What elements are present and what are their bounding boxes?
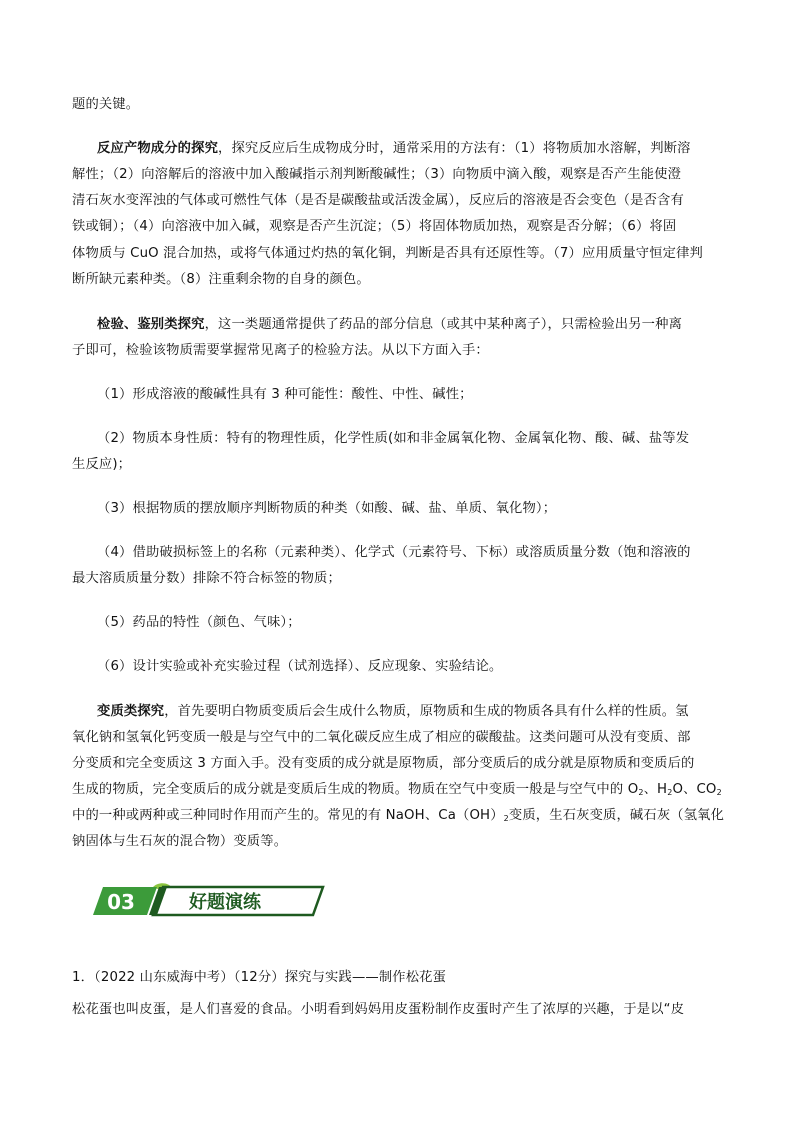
paragraph-line: 钠固体与生石灰的混合物）变质等。 [72,834,288,849]
paragraph-line: 断所缺元素种类。（8）注重剩余物的自身的颜色。 [72,272,370,287]
section-banner [93,883,325,919]
question-title: 1．（2022 山东威海中考）（12分）探究与实践——制作松花蛋 [72,970,447,985]
banner-number: 03 [107,890,135,914]
paragraph-line: 氧化钠和氢氧化钙变质一般是与空气中的二氧化碳反应生成了相应的碳酸盐。这类问题可从没有变质、部 [72,730,691,745]
paragraph-line: 解性；（2）向溶解后的溶液中加入酸碱指示剂判断酸碱性；（3）向物质中滴入酸，观察是否产生能使澄 [72,167,682,182]
banner-graphic [93,883,325,919]
paragraph-line: 生成的物质，完全变质后的成分就是变质后生成的物质。物质在空气中变质一般是与空气中的 $O_2$、$H_2O$、$CO_2$ [72,782,722,797]
paragraph-line: 体物质与 CuO 混合加热，或将气体通过灼热的氧化铜，判断是否具有还原性等。（7）应用质量守恒定律判 [72,246,704,261]
list-item: 最大溶质质量分数）排除不符合标签的物质； [72,571,341,586]
list-item: （4）借助破损标签上的名称（元素种类）、化学式（元素符号、下标）或溶质质量分数（饱和溶液的 [97,545,691,560]
list-item: （6）设计实验或补充实验过程（试剂选择）、反应现象、实验结论。 [97,659,503,674]
list-item: （3）根据物质的摆放顺序判断物质的种类（如酸、碱、盐、单质、氧化物）； [97,501,557,516]
banner-title: 好题演练 [189,892,261,913]
paragraph-line: 变质类探究，首先要明白物质变质后会生成什么物质，原物质和生成的物质各具有什么样的性质。氢 [97,704,689,719]
paragraph-line: 检验、鉴别类探究，这一类题通常提供了药品的部分信息（或其中某种离子），只需检验出另一种离 [97,317,683,332]
paragraph-line: 分变质和完全变质这 3 方面入手。没有变质的成分就是原物质，部分变质后的成分就是原物质和变质后的 [72,756,695,771]
paragraph-line: 铁或铜）；（4）向溶液中加入碱，观察是否产生沉淀；（5）将固体物质加热，观察是否分解；（6）将固 [72,219,677,234]
paragraph-line: 中的一种或两种或三种同时作用而产生的。常见的有 NaOH、$Ca(OH)_2$变质，生石灰变质，碱石灰（氢氧化 [72,808,725,823]
question-text: 松花蛋也叫皮蛋，是人们喜爱的食品。小明看到妈妈用皮蛋粉制作皮蛋时产生了浓厚的兴趣，于是以“皮 [72,1002,685,1017]
paragraph-heading: 检验、鉴别类探究 [97,317,205,332]
text-line: 题的关键。 [72,97,140,112]
list-item: （5）药品的特性（颜色、气味）； [97,615,301,630]
list-item: （1）形成溶液的酸碱性具有 3 种可能性：酸性、中性、碱性； [97,387,473,402]
list-item: 生反应)； [72,457,132,472]
paragraph-heading: 变质类探究 [97,704,165,719]
paragraph-line: 子即可，检验该物质需要掌握常见离子的检验方法。从以下方面入手： [72,343,489,358]
paragraph-line: 反应产物成分的探究，探究反应后生成物成分时，通常采用的方法有：（1）将物质加水溶解，判断溶 [97,141,691,156]
paragraph-line: 清石灰水变浑浊的气体或可燃性气体（是否是碳酸盐或活泼金属），反应后的溶液是否会变色（是否含有 [72,193,684,208]
paragraph-heading: 反应产物成分的探究 [97,141,219,156]
list-item: （2）物质本身性质：特有的物理性质，化学性质(如和非金属氧化物、金属氧化物、酸、碱、盐等发 [97,431,690,446]
